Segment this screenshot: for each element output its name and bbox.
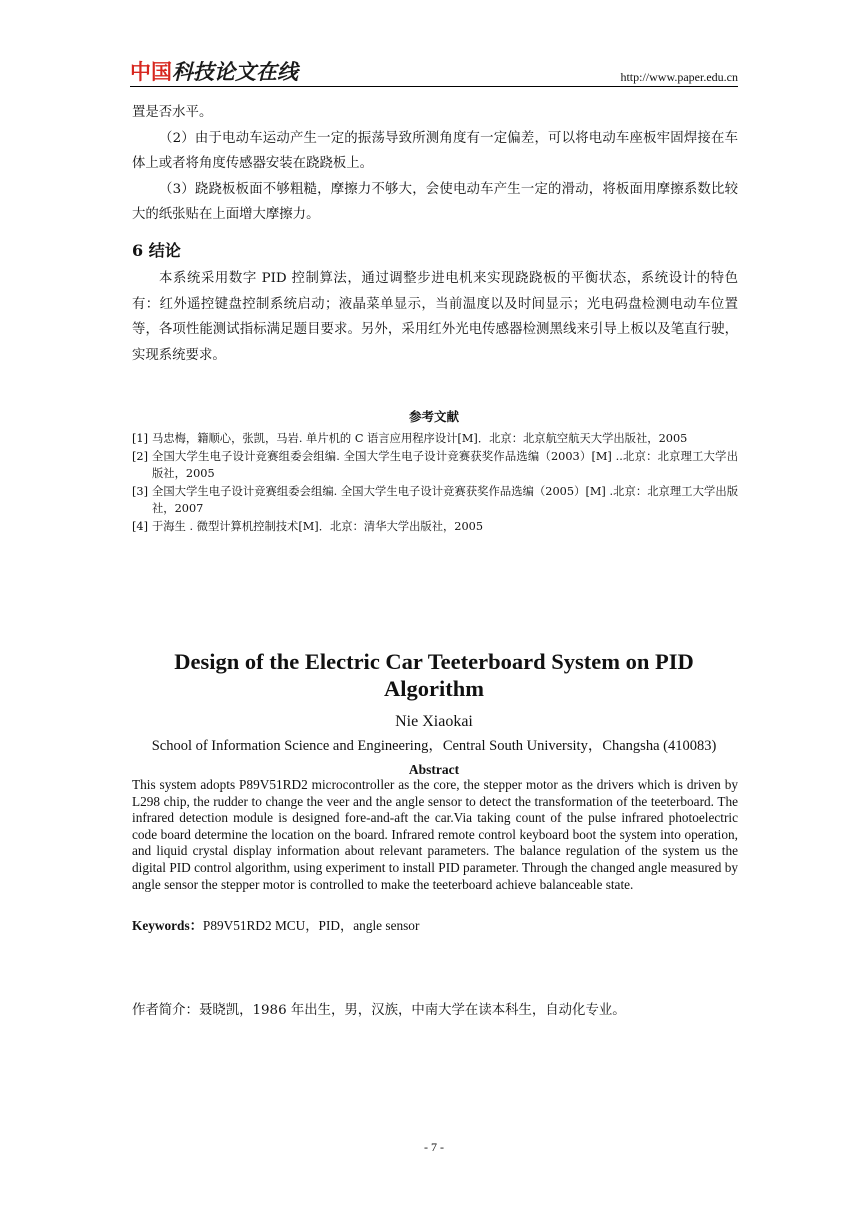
paragraph-item-3: （3）跷跷板板面不够粗糙，摩擦力不够大，会使电动车产生一定的滑动，将板面用摩擦系数比较大的纸张贴在上面增大摩擦力。 bbox=[132, 181, 738, 222]
logo-red-text: 中国 bbox=[130, 60, 172, 84]
references-list bbox=[132, 430, 738, 535]
author-name: Nie Xiaokai bbox=[395, 713, 473, 730]
body-paragraphs bbox=[132, 100, 738, 228]
reference-item bbox=[132, 518, 738, 536]
reference-text: 于海生 . 微型计算机控制技术[M]．北京：清华大学出版社，2005 bbox=[152, 519, 484, 533]
logo-dark-text: 科技论文在线 bbox=[172, 60, 298, 84]
references-title: 参考文献 bbox=[408, 409, 459, 424]
reference-number: [4] bbox=[132, 519, 149, 533]
paragraph-continuation: 置是否水平。 bbox=[132, 105, 213, 120]
reference-number: [1] bbox=[132, 432, 149, 445]
abstract-text: This system adopts P89V51RD2 microcontroller as the core, the stepper motor as the drivers which is driven by L298 chip, the rudder to change the veer and the angle sensor to detect the transformation of the teeterboard. The infrared detection module is designed fore-and-aft the car.Via taking count of the pulse infrared photoelectric code board determine the location on the board. Infrared remote control keyboard boot the system into operation, and liquid crystal display information about relevant parameters. The balance regulation of the system us the digital PID control algorithm, using experiment to install PID parameter. Through the changed angle measured by angle sensor the stepper motor is controlled to make the teeterboard achieve balanceable state. bbox=[132, 777, 738, 892]
english-title: Design of the Electric Car Teeterboard System on PID Algorithm bbox=[174, 649, 694, 701]
abstract-heading: Abstract bbox=[408, 762, 460, 777]
paragraph-item-2: （2）由于电动车运动产生一定的振荡导致所测角度有一定偏差，可以将电动车座板牢固焊接在车体上或者将角度传感器安装在跷跷板上。 bbox=[132, 130, 738, 171]
keywords-line bbox=[132, 915, 419, 934]
conclusion-paragraph: 本系统采用数字 PID 控制算法，通过调整步进电机来实现跷跷板的平衡状态，系统设计的特色有：红外遥控键盘控制系统启动；液晶菜单显示，当前温度以及时间显示；光电码盘检测电动车位置等，各项性能测试指标满足题目要求。另外，采用红外光电传感器检测黑线来引导上板以及笔直行驶，实现系统要求。 bbox=[132, 271, 738, 363]
page-header bbox=[130, 58, 738, 88]
reference-text: 全国大学生电子设计竞赛组委会组编. 全国大学生电子设计竞赛获奖作品选编（2005）[M] .北京：北京理工大学出版社，2007 bbox=[152, 484, 738, 515]
conclusion-section bbox=[132, 266, 738, 368]
header-divider bbox=[130, 86, 738, 87]
journal-logo bbox=[130, 60, 298, 84]
reference-number: [2] bbox=[132, 449, 149, 463]
reference-item bbox=[132, 483, 738, 518]
reference-text: 马忠梅，籍顺心，张凯，马岩. 单片机的 C 语言应用程序设计[M]．北京：北京航空航天大学出版社，2005 bbox=[152, 432, 688, 445]
keywords-label: Keywords： bbox=[132, 918, 203, 933]
header-url[interactable]: http://www.paper.edu.cn bbox=[620, 70, 738, 84]
author-affiliation: School of Information Science and Engineering，Central South University，Changsha (410083) bbox=[151, 738, 717, 754]
reference-text: 全国大学生电子设计竞赛组委会组编. 全国大学生电子设计竞赛获奖作品选编（2003）[M] ..北京：北京理工大学出版社，2005 bbox=[152, 449, 738, 480]
reference-item bbox=[132, 430, 738, 448]
section-heading: 6 结论 bbox=[132, 241, 181, 260]
reference-number: [3] bbox=[132, 484, 149, 498]
author-bio: 作者简介：聂晓凯，1986 年出生，男，汉族，中南大学在读本科生，自动化专业。 bbox=[132, 1003, 626, 1018]
reference-item bbox=[132, 448, 738, 483]
page-number: - 7 - bbox=[424, 1140, 444, 1154]
keywords-text: P89V51RD2 MCU，PID，angle sensor bbox=[202, 918, 420, 933]
